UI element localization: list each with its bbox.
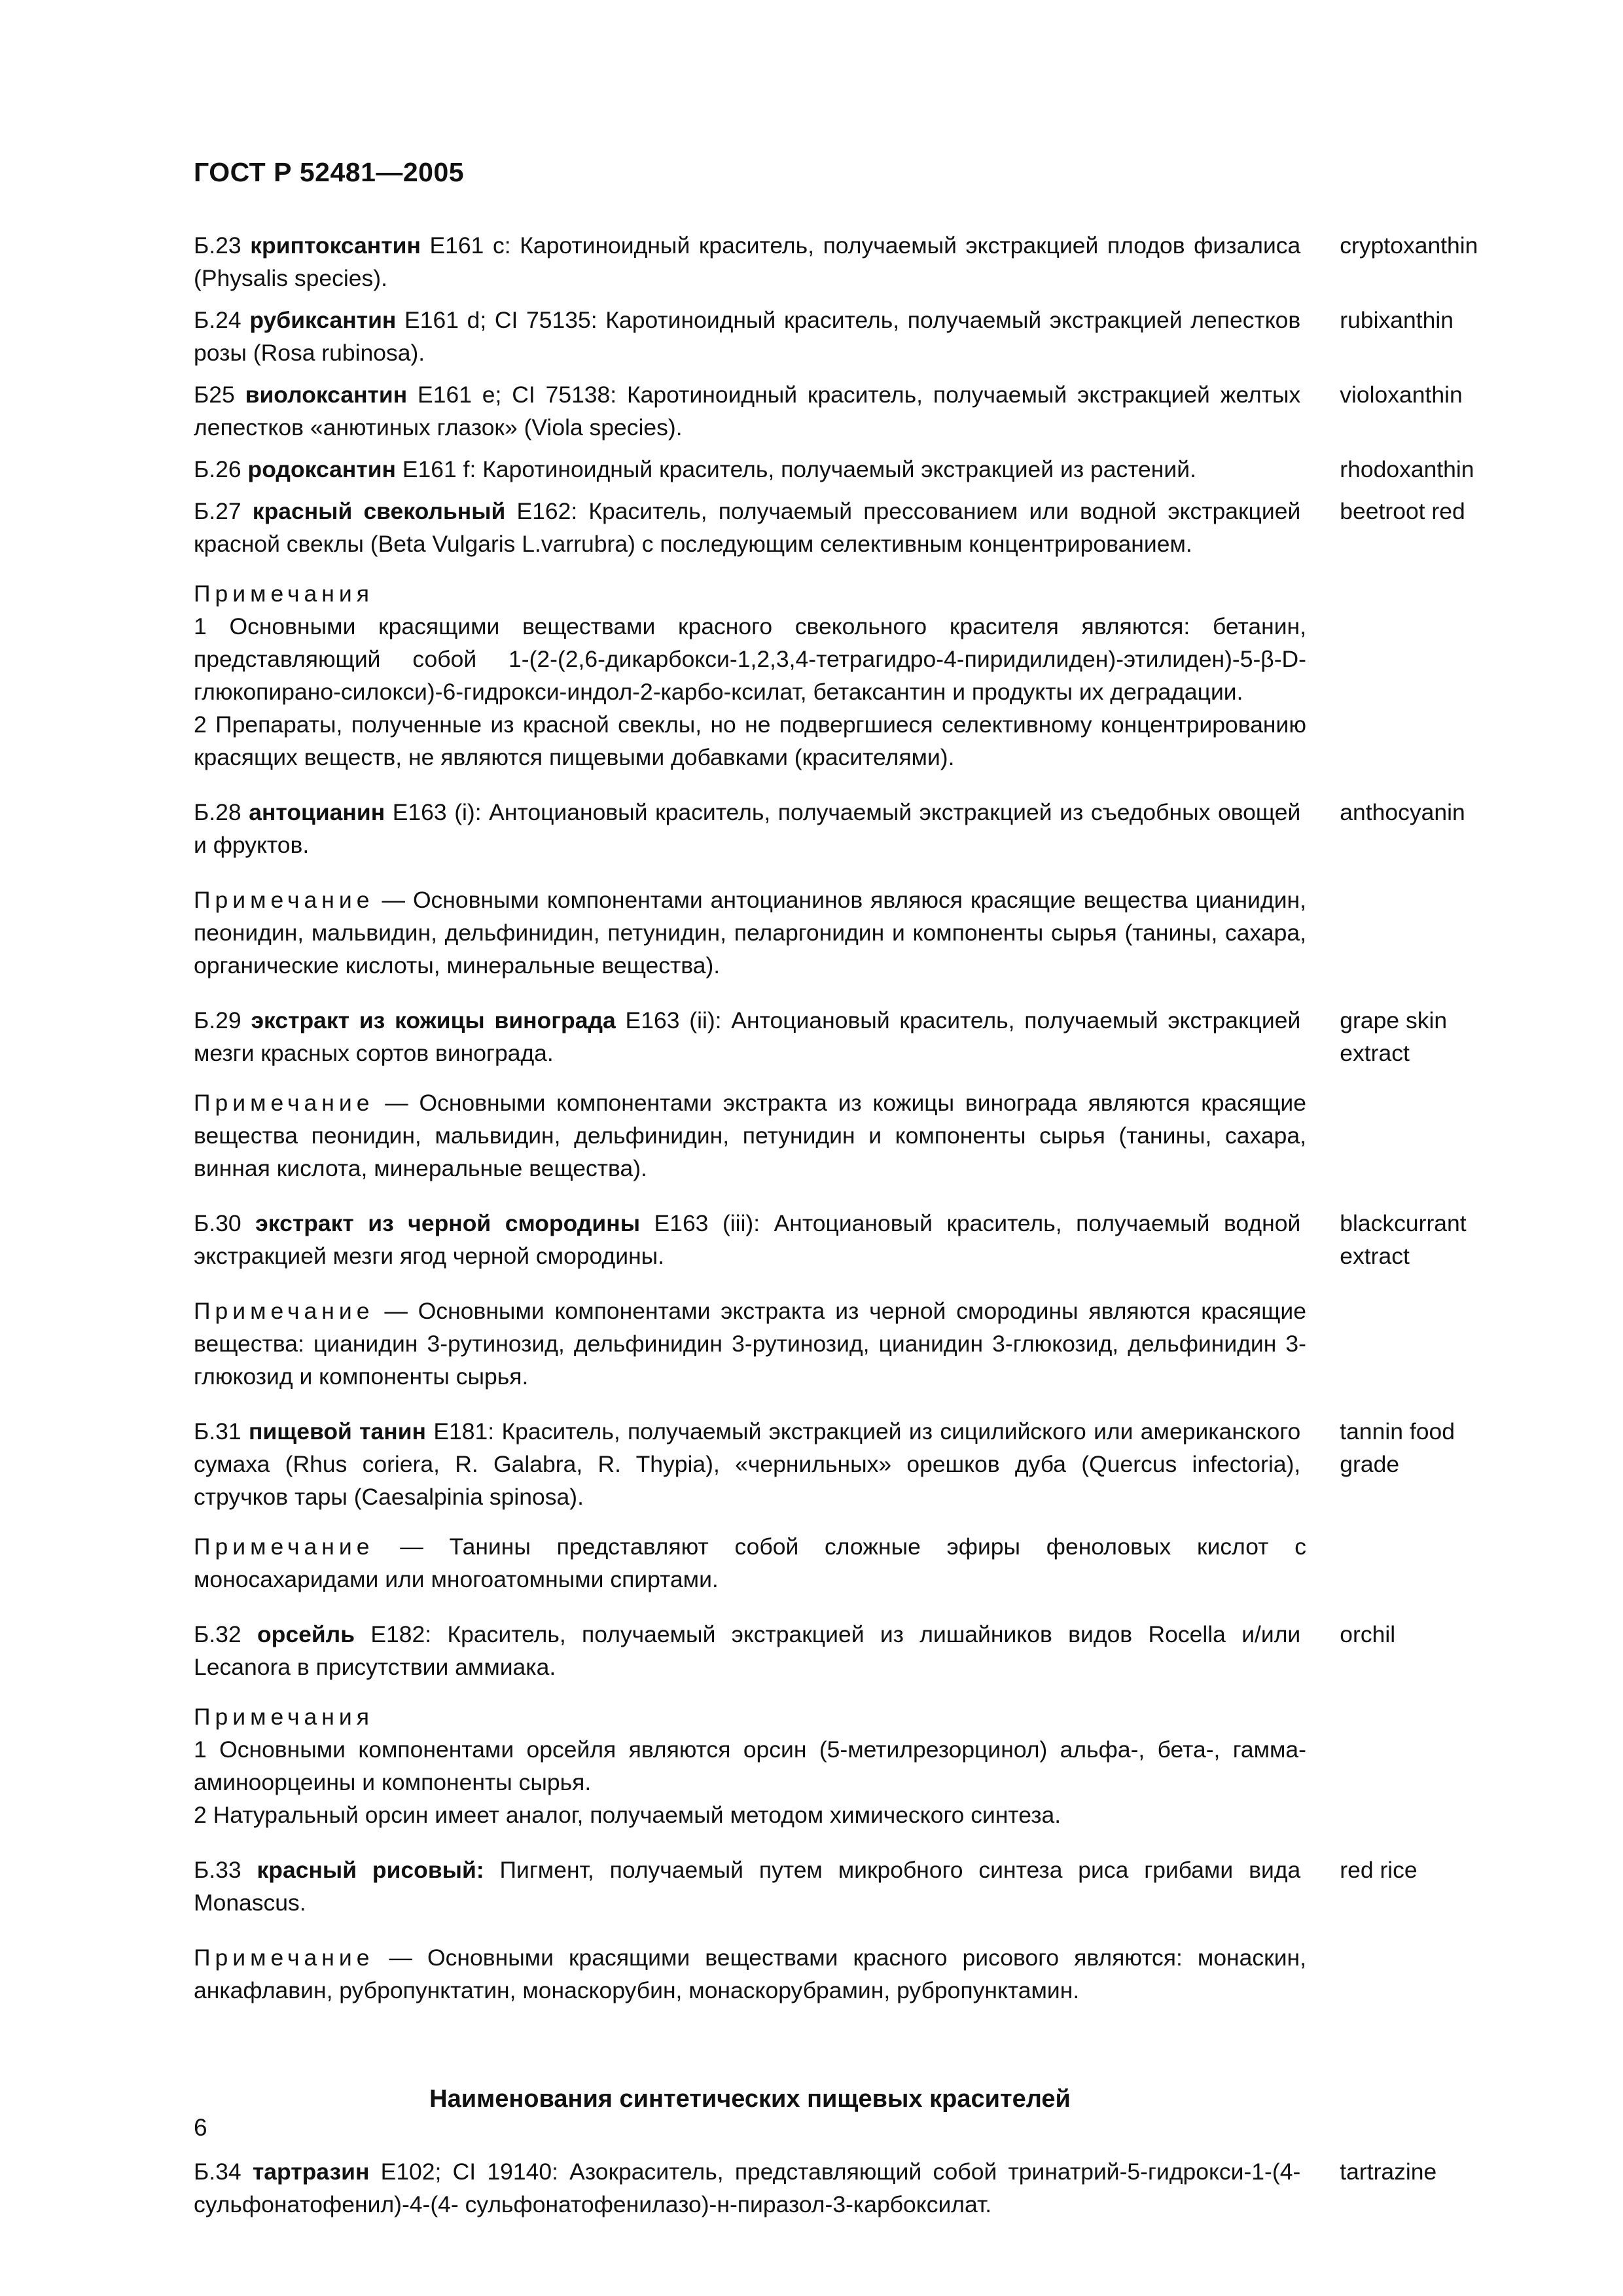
entry-term: рубиксантин: [249, 307, 397, 333]
entry-definition: E163 (ii): Антоциановый краситель, получаемый экстракцией мезги красных сортов винограда.: [194, 1007, 1301, 1066]
entry-definition: E162: Краситель, получаемый прессованием или водной экстракцией красной свеклы (Beta Vulgaris L.varrubra) с последующим селективным концентрированием.: [194, 498, 1301, 557]
notes-label: Примечания: [194, 581, 374, 607]
entry-text: [194, 1004, 1300, 1069]
entry-definition: E161 e; CI 75138: Каротиноидный краситель, получаемый экстракцией желтых лепестков «анютиных глазок» (Viola species).: [194, 382, 1301, 440]
entry-number: Б.32: [194, 1621, 241, 1647]
entry-english-term: grape skin extract: [1340, 1007, 1448, 1066]
entry-term: экстракт из черной смородины: [255, 1210, 641, 1236]
entry-b26: [194, 453, 1503, 486]
note-label: Примечание: [194, 1945, 374, 1971]
notes-b27: [194, 577, 1503, 774]
entry-number: Б.24: [194, 307, 241, 333]
note-block: [194, 1941, 1306, 2007]
entry-text: [194, 453, 1300, 486]
note-item: 2 Препараты, полученные из красной свеклы, но не подвергшиеся селективному концентрированию красящих веществ, не являются пищевыми добавками (красителями).: [194, 711, 1306, 770]
entry-term: виолоксантин: [245, 382, 408, 408]
entry-text: [194, 1415, 1300, 1513]
note-b29: [194, 1086, 1503, 1185]
note-b33: [194, 1941, 1503, 2007]
entry-b23: [194, 229, 1503, 295]
entry-english-term: red rice: [1340, 1857, 1418, 1883]
entry-definition: E161 d; CI 75135: Каротиноидный краситель, получаемый экстракцией лепестков розы (Rosa rubinosa).: [194, 307, 1301, 366]
note-text: — Основными компонентами антоцианинов являюся красящие вещества цианидин, пеонидин, мальвидин, дельфинидин, петунидин, пеларгонидин и компоненты сырья (танины, сахара, органические кислоты, минеральные вещества).: [194, 887, 1306, 978]
entry-b31: [194, 1415, 1503, 1513]
note-block: [194, 1086, 1306, 1185]
entry-text: [194, 1618, 1300, 1683]
entry-number: Б.29: [194, 1007, 241, 1033]
entry-definition: E161 c: Каротиноидный краситель, получаемый экстракцией плодов физалиса (Physalis species).: [194, 232, 1301, 291]
entry-number: Б.30: [194, 1210, 241, 1236]
entry-number: Б.28: [194, 799, 241, 825]
entry-english-term: blackcurrant extract: [1340, 1210, 1467, 1269]
entry-term: красный свекольный: [252, 498, 506, 524]
note-label: Примечание: [194, 887, 374, 913]
entry-english-term: rhodoxanthin: [1340, 456, 1474, 482]
entry-term: тартразин: [252, 2159, 370, 2185]
entry-number: Б.23: [194, 232, 241, 259]
entry-number: Б.31: [194, 1418, 241, 1444]
entry-english-term: violoxanthin: [1340, 382, 1463, 408]
entry-term: антоцианин: [249, 799, 385, 825]
entry-b25: [194, 378, 1503, 444]
entry-text: [194, 796, 1300, 861]
notes-label: Примечания: [194, 1704, 374, 1730]
entry-text: [194, 304, 1300, 369]
note-text: — Основными компонентами экстракта из черной смородины являются красящие вещества: цианидин 3-рутинозид, дельфинидин 3-рутинозид, цианидин 3-глюкозид, дельфинидин 3-глюкозид и компоненты сырья.: [194, 1298, 1306, 1390]
entry-b34: [194, 2155, 1503, 2221]
entry-definition: E163 (iii): Антоциановый краситель, получаемый водной экстракцией мезги ягод черной смородины.: [194, 1210, 1301, 1269]
entry-english-term: cryptoxanthin: [1340, 232, 1478, 259]
entry-term: красный рисовый:: [257, 1857, 484, 1883]
notes-block: [194, 577, 1306, 774]
note-block: [194, 1295, 1306, 1393]
entry-definition: E182: Краситель, получаемый экстракцией из лишайников видов Rocella и/или Lecanora в присутствии аммиака.: [194, 1621, 1301, 1680]
note-item: 1 Основными красящими веществами красного свекольного красителя являются: бетанин, представляющий собой 1-(2-(2,6-дикарбокси-1,2,3,4-тетрагидро-4-пиридилиден)-этилиден)-5-β-D-глюкопирано-силокси)-6-гидрокси-индол-2-карбо-ксилат, бетаксантин и продукты их деградации.: [194, 613, 1306, 705]
entry-b32: [194, 1618, 1503, 1683]
entry-english-term: anthocyanin: [1340, 799, 1465, 825]
entry-definition: E163 (i): Антоциановый краситель, получаемый экстракцией из съедобных овощей и фруктов.: [194, 799, 1301, 858]
entry-english-term: rubixanthin: [1340, 307, 1454, 333]
note-text: — Танины представляют собой сложные эфиры феноловых кислот с моносахаридами или многоатомными спиртами.: [194, 1534, 1306, 1592]
entry-definition: E102; CI 19140: Азокраситель, представляющий собой тринатрий-5-гидрокси-1-(4-сульфонатофенил)-4-(4- сульфонатофенилазо)-н-пиразол-3-карбоксилат.: [194, 2159, 1301, 2217]
entry-term: экстракт из кожицы винограда: [251, 1007, 616, 1033]
note-text: — Основными компонентами экстракта из кожицы винограда являются красящие вещества пеонидин, мальвидин, дельфинидин, петунидин и компоненты сырья (танины, сахара, винная кислота, минеральные вещества).: [194, 1090, 1306, 1181]
note-label: Примечание: [194, 1298, 374, 1324]
document-header: ГОСТ Р 52481—2005: [194, 157, 465, 187]
note-label: Примечание: [194, 1090, 374, 1116]
entry-text: [194, 1207, 1300, 1272]
document-body: [194, 229, 1503, 2221]
entry-b30: [194, 1207, 1503, 1272]
entry-number: Б.34: [194, 2159, 241, 2185]
note-block: [194, 884, 1306, 982]
entry-b28: [194, 796, 1503, 861]
notes-b32: [194, 1700, 1503, 1831]
entry-text: [194, 1854, 1300, 1919]
note-b28: [194, 884, 1503, 982]
entry-text: [194, 229, 1300, 295]
entry-number: Б.33: [194, 1857, 241, 1883]
note-b30: [194, 1295, 1503, 1393]
entry-english-term: beetroot red: [1340, 498, 1465, 524]
entry-term: орсейль: [257, 1621, 355, 1647]
entry-text: [194, 378, 1300, 444]
entry-number: Б.27: [194, 498, 241, 524]
entry-english-term: tannin food grade: [1340, 1418, 1455, 1477]
note-block: [194, 1530, 1306, 1596]
notes-block: [194, 1700, 1306, 1831]
entry-definition: E161 f: Каротиноидный краситель, получаемый экстракцией из растений.: [395, 456, 1196, 482]
entry-definition: E181: Краситель, получаемый экстракцией из сицилийского или американского сумаха (Rhus coriera, R. Galabra, R. Thypia), «чернильных» орешков дуба (Quercus infectoria), стручков тары (Caesalpinia spinosa).: [194, 1418, 1301, 1510]
entry-english-term: orchil: [1340, 1621, 1396, 1647]
entry-term: родоксантин: [247, 456, 396, 482]
note-item: 2 Натуральный орсин имеет аналог, получаемый методом химического синтеза.: [194, 1802, 1061, 1828]
note-b31: [194, 1530, 1503, 1596]
page-number: 6: [194, 2114, 207, 2141]
section-heading: Наименования синтетических пищевых красителей: [429, 2085, 1071, 2113]
entry-text: [194, 2155, 1300, 2221]
entry-b29: [194, 1004, 1503, 1069]
entry-b27: [194, 495, 1503, 560]
entry-definition: Пигмент, получаемый путем микробного синтеза риса грибами вида Monascus.: [194, 1857, 1301, 1916]
note-label: Примечание: [194, 1534, 374, 1560]
entry-text: [194, 495, 1300, 560]
entry-term: пищевой танин: [249, 1418, 426, 1444]
entry-number: Б25: [194, 382, 235, 408]
entry-term: криптоксантин: [250, 232, 421, 259]
note-item: 1 Основными компонентами орсейля являются орсин (5-метилрезорцинол) альфа-, бета-, гамма-аминоорцеины и компоненты сырья.: [194, 1736, 1306, 1795]
note-text: — Основными красящими веществами красного рисового являются: монаскин, анкафлавин, рубропунктатин, монаскорубин, монаскорубрамин, рубропунктамин.: [194, 1945, 1306, 2003]
entry-b33: [194, 1854, 1503, 1919]
entry-english-term: tartrazine: [1340, 2159, 1437, 2185]
entry-b24: [194, 304, 1503, 369]
entry-number: Б.26: [194, 456, 241, 482]
